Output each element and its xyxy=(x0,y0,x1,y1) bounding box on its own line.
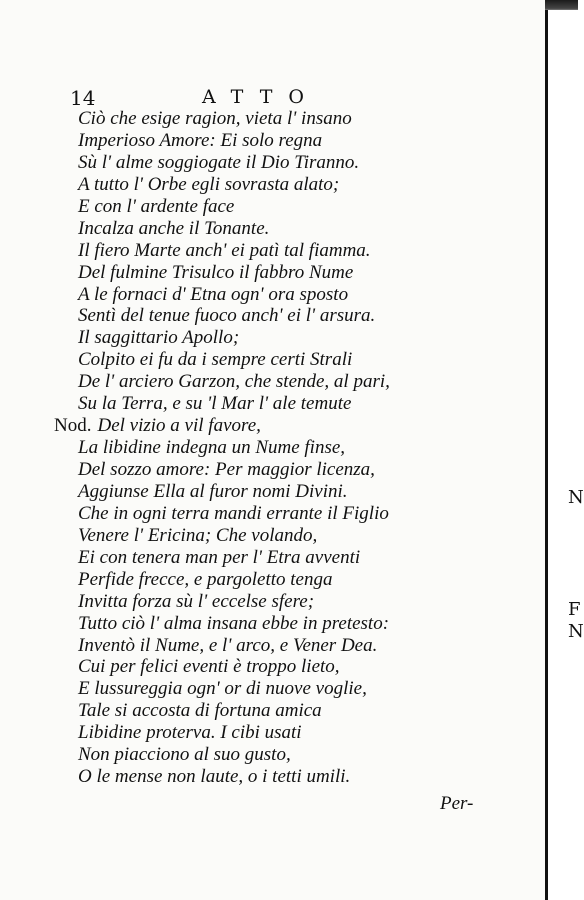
verse-text: De l' arciero Garzon, che stende, al pari, xyxy=(78,371,390,393)
verse-text: E con l' ardente face xyxy=(78,195,235,217)
verse-text: Ciò che esige ragion, vieta l' insano xyxy=(78,108,352,129)
verse-line-with-speaker xyxy=(54,415,494,437)
verse-line xyxy=(54,591,494,613)
verse-text: Il fiero Marte anch' ei patì tal fiamma. xyxy=(78,239,371,261)
verse-line xyxy=(54,437,494,459)
verse-line xyxy=(54,569,494,591)
verse-line xyxy=(54,744,494,766)
verse-text: Incalza anche il Tonante. xyxy=(78,217,270,239)
verse-line xyxy=(54,284,494,306)
verse-text: Tale si accosta di fortuna amica xyxy=(78,700,322,722)
speaker-label: Nod. xyxy=(54,415,92,437)
adjacent-page-edge xyxy=(545,10,584,900)
verse-line xyxy=(54,525,494,547)
verse-text: O le mense non laute, o i tetti umili. xyxy=(78,766,351,788)
verse-line xyxy=(54,240,494,262)
verse-line xyxy=(54,635,494,657)
verse-line xyxy=(54,349,494,371)
page-number: 14 xyxy=(70,86,96,110)
adjacent-page-letter: N xyxy=(568,621,584,642)
verse-block xyxy=(54,108,494,788)
verse-text: A le fornaci d' Etna ogn' ora sposto xyxy=(78,283,349,305)
verse-text: Del vizio a vil favore, xyxy=(97,415,261,437)
verse-line xyxy=(54,678,494,700)
verse-text: A tutto l' Orbe egli sovrasta alato; xyxy=(78,173,340,195)
verse-line xyxy=(54,503,494,525)
verse-text: La libidine indegna un Nume finse, xyxy=(78,437,346,459)
verse-line xyxy=(54,174,494,196)
verse-line xyxy=(54,108,494,130)
verse-text: Aggiunse Ella al furor nomi Divini. xyxy=(78,480,348,502)
verse-line xyxy=(54,371,494,393)
verse-text: Del sozzo amore: Per maggior licenza, xyxy=(78,459,375,480)
verse-text: Non piacciono al suo gusto, xyxy=(78,744,291,766)
verse-text: Perfide frecce, e pargoletto tenga xyxy=(78,568,333,590)
verse-line xyxy=(54,262,494,284)
adjacent-page-letter: F xyxy=(568,599,581,620)
verse-text: Inventò il Nume, e l' arco, e Vener Dea. xyxy=(78,634,378,656)
verse-line xyxy=(54,547,494,569)
verse-line xyxy=(54,218,494,240)
verse-line xyxy=(54,459,494,481)
running-head: ATTO xyxy=(202,86,320,108)
verse-line xyxy=(54,152,494,174)
verse-line xyxy=(54,130,494,152)
verse-text: Ei con tenera man per l' Etra avventi xyxy=(78,546,361,568)
verse-line xyxy=(54,393,494,415)
verse-text: Sentì del tenue fuoco anch' ei l' arsura. xyxy=(78,305,376,327)
verse-text: Il saggittario Apollo; xyxy=(78,327,240,349)
verse-text: Venere l' Ericina; Che volando, xyxy=(78,524,318,546)
verse-text: Libidine proterva. I cibi usati xyxy=(78,722,302,744)
verse-text: E lussureggia ogn' or di nuove voglie, xyxy=(78,678,367,700)
verse-line xyxy=(54,196,494,218)
verse-line xyxy=(54,766,494,788)
verse-text: Del fulmine Trisulco il fabbro Nume xyxy=(78,261,354,283)
verse-text: Colpito ei fu da i sempre certi Strali xyxy=(78,349,353,371)
verse-line xyxy=(54,700,494,722)
verse-text: Tutto ciò l' alma insana ebbe in pretesto: xyxy=(78,612,390,634)
verse-text: Sù l' alme soggiogate il Dio Tiranno. xyxy=(78,151,360,173)
verse-text: Imperioso Amore: Ei solo regna xyxy=(78,129,323,151)
verse-line xyxy=(54,327,494,349)
verse-line xyxy=(54,481,494,503)
verse-line xyxy=(54,656,494,678)
verse-line xyxy=(54,305,494,327)
verse-text: Invitta forza sù l' eccelse sfere; xyxy=(78,590,315,612)
verse-line xyxy=(54,722,494,744)
catchword: Per- xyxy=(440,793,474,814)
verse-text: Che in ogni terra mandi errante il Figlio xyxy=(78,502,389,524)
verse-text: Cui per felici eventi è troppo lieto, xyxy=(78,656,340,678)
verse-line xyxy=(54,613,494,635)
adjacent-page-letter: N xyxy=(568,487,584,508)
verse-text: Su la Terra, e su 'l Mar l' ale temute xyxy=(78,393,352,415)
